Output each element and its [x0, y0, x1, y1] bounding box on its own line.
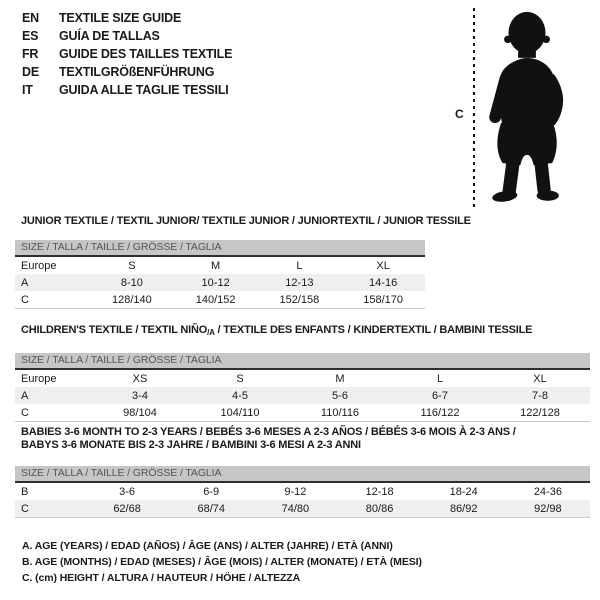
size-cell: XL	[376, 259, 390, 272]
height-cell: 86/92	[449, 502, 478, 515]
row-label: C	[21, 406, 29, 419]
height-cell: 116/122	[420, 406, 460, 419]
height-dotted-line	[473, 8, 475, 209]
row-label: Europe	[21, 372, 57, 385]
height-cell: 122/128	[520, 406, 560, 419]
size-cell: L	[436, 372, 444, 385]
size-cell: S	[128, 259, 136, 272]
table-row	[15, 257, 425, 274]
row-label: C	[21, 502, 29, 515]
age-cell: 7-8	[532, 389, 548, 402]
height-cell: 110/116	[320, 406, 360, 419]
table-row	[15, 387, 590, 404]
height-cell: 128/140	[111, 293, 152, 306]
babies-title	[21, 426, 590, 452]
size-header-bar: SIZE / TALLA / TAILLE / GRÖSSE / TAGLIA	[15, 466, 590, 483]
language-row-de	[22, 63, 232, 81]
age-cell: 12-13	[285, 276, 314, 289]
row-label: A	[21, 389, 29, 402]
language-row-es	[22, 27, 232, 45]
language-code: IT	[22, 83, 33, 97]
junior-textile-section	[15, 215, 471, 309]
language-row-fr	[22, 45, 232, 63]
size-header-bar: SIZE / TALLA / TAILLE / GRÖSSE / TAGLIA	[15, 240, 425, 257]
row-label: Europe	[21, 259, 57, 272]
height-cell: 92/98	[534, 502, 562, 515]
table-row	[15, 500, 590, 518]
age-cell: 10-12	[201, 276, 230, 289]
language-title-list	[22, 9, 232, 99]
language-row-en	[22, 9, 232, 27]
height-cell: 68/74	[197, 502, 225, 515]
age-cell: 6-7	[432, 389, 448, 402]
childrens-textile-section	[15, 324, 590, 422]
size-cell: L	[296, 259, 303, 272]
size-cell: S	[236, 372, 244, 385]
size-cell: M	[335, 372, 345, 385]
language-row-it	[22, 81, 232, 99]
babies-title-line1: BABIES 3-6 MONTH TO 2-3 YEARS / BEBÉS 3-6 MESES A 2-3 AÑOS / BÉBÉS 3-6 MOIS À 2-3 ANS /	[21, 426, 516, 438]
table-row	[15, 483, 590, 500]
baby-silhouette-icon	[486, 6, 568, 206]
table-row	[15, 291, 425, 309]
guide-title-it: GUIDA ALLE TAGLIE TESSILI	[59, 83, 229, 97]
size-cell: M	[211, 259, 221, 272]
title-subscript: /A	[207, 328, 215, 337]
childrens-textile-title	[21, 324, 590, 339]
height-cell: 74/80	[281, 502, 310, 515]
title-text: CHILDREN'S TEXTILE / TEXTIL NIÑO	[21, 324, 208, 336]
age-cell: 9-12	[284, 485, 307, 498]
legend-notes	[22, 538, 422, 586]
age-cell: 24-36	[533, 485, 562, 498]
guide-title-en: TEXTILE SIZE GUIDE	[59, 11, 182, 25]
height-cell: 98/104	[123, 406, 157, 419]
babies-textile-table	[15, 483, 590, 518]
age-cell: 6-9	[203, 485, 220, 498]
table-row	[15, 404, 590, 422]
age-cell: 14-16	[369, 276, 398, 289]
table-row	[15, 370, 590, 387]
size-header-bar: SIZE / TALLA / TAILLE / GRÖSSE / TAGLIA	[15, 353, 590, 370]
language-code: EN	[22, 11, 39, 25]
age-cell: 4-5	[232, 389, 248, 402]
table-row	[15, 274, 425, 291]
row-label: B	[21, 485, 29, 498]
age-cell: 18-24	[449, 485, 478, 498]
age-cell: 3-6	[119, 485, 136, 498]
height-cell: 158/170	[363, 293, 403, 306]
babies-textile-section	[15, 426, 590, 518]
childrens-textile-table	[15, 370, 590, 422]
guide-title-es: GUÍA DE TALLAS	[59, 29, 160, 43]
age-cell: 8-10	[120, 276, 143, 289]
row-label: C	[21, 293, 29, 306]
height-measure-label: C	[455, 107, 464, 121]
language-code: DE	[22, 65, 39, 79]
age-cell: 12-18	[365, 485, 394, 498]
height-cell: 104/110	[220, 406, 260, 419]
height-cell: 140/152	[195, 293, 236, 306]
row-label: A	[21, 276, 29, 289]
language-code: FR	[22, 47, 39, 61]
size-cell: XL	[533, 372, 547, 385]
title-text: / TEXTILE DES ENFANTS / KINDERTEXTIL / BAMBINI TESSILE	[214, 324, 533, 336]
age-cell: 3-4	[132, 389, 148, 402]
note-age-years: A. AGE (YEARS) / EDAD (AÑOS) / ÂGE (ANS) / ALTER (JAHRE) / ETÀ (ANNI)	[22, 540, 393, 552]
height-cell: 62/68	[113, 502, 141, 515]
language-code: ES	[22, 29, 39, 43]
height-cell: 152/158	[279, 293, 320, 306]
guide-title-fr: GUIDE DES TAILLES TEXTILE	[59, 47, 233, 61]
junior-textile-table	[15, 257, 425, 309]
junior-textile-title: JUNIOR TEXTILE / TEXTIL JUNIOR/ TEXTILE JUNIOR / JUNIORTEXTIL / JUNIOR TESSILE	[21, 215, 471, 227]
age-cell: 5-6	[332, 389, 348, 402]
babies-title-line2: BABYS 3-6 MONATE BIS 2-3 JAHRE / BAMBINI 3-6 MESI A 2-3 ANNI	[21, 439, 361, 451]
note-age-months: B. AGE (MONTHS) / EDAD (MESES) / ÂGE (MOIS) / ALTER (MONATE) / ETÀ (MESI)	[22, 556, 422, 568]
note-height-cm: C. (cm) HEIGHT / ALTURA / HAUTEUR / HÖHE / ALTEZZA	[22, 572, 301, 584]
size-cell: XS	[132, 372, 148, 385]
guide-title-de: TEXTILGRÖßENFÜHRUNG	[59, 65, 215, 79]
height-cell: 80/86	[365, 502, 394, 515]
